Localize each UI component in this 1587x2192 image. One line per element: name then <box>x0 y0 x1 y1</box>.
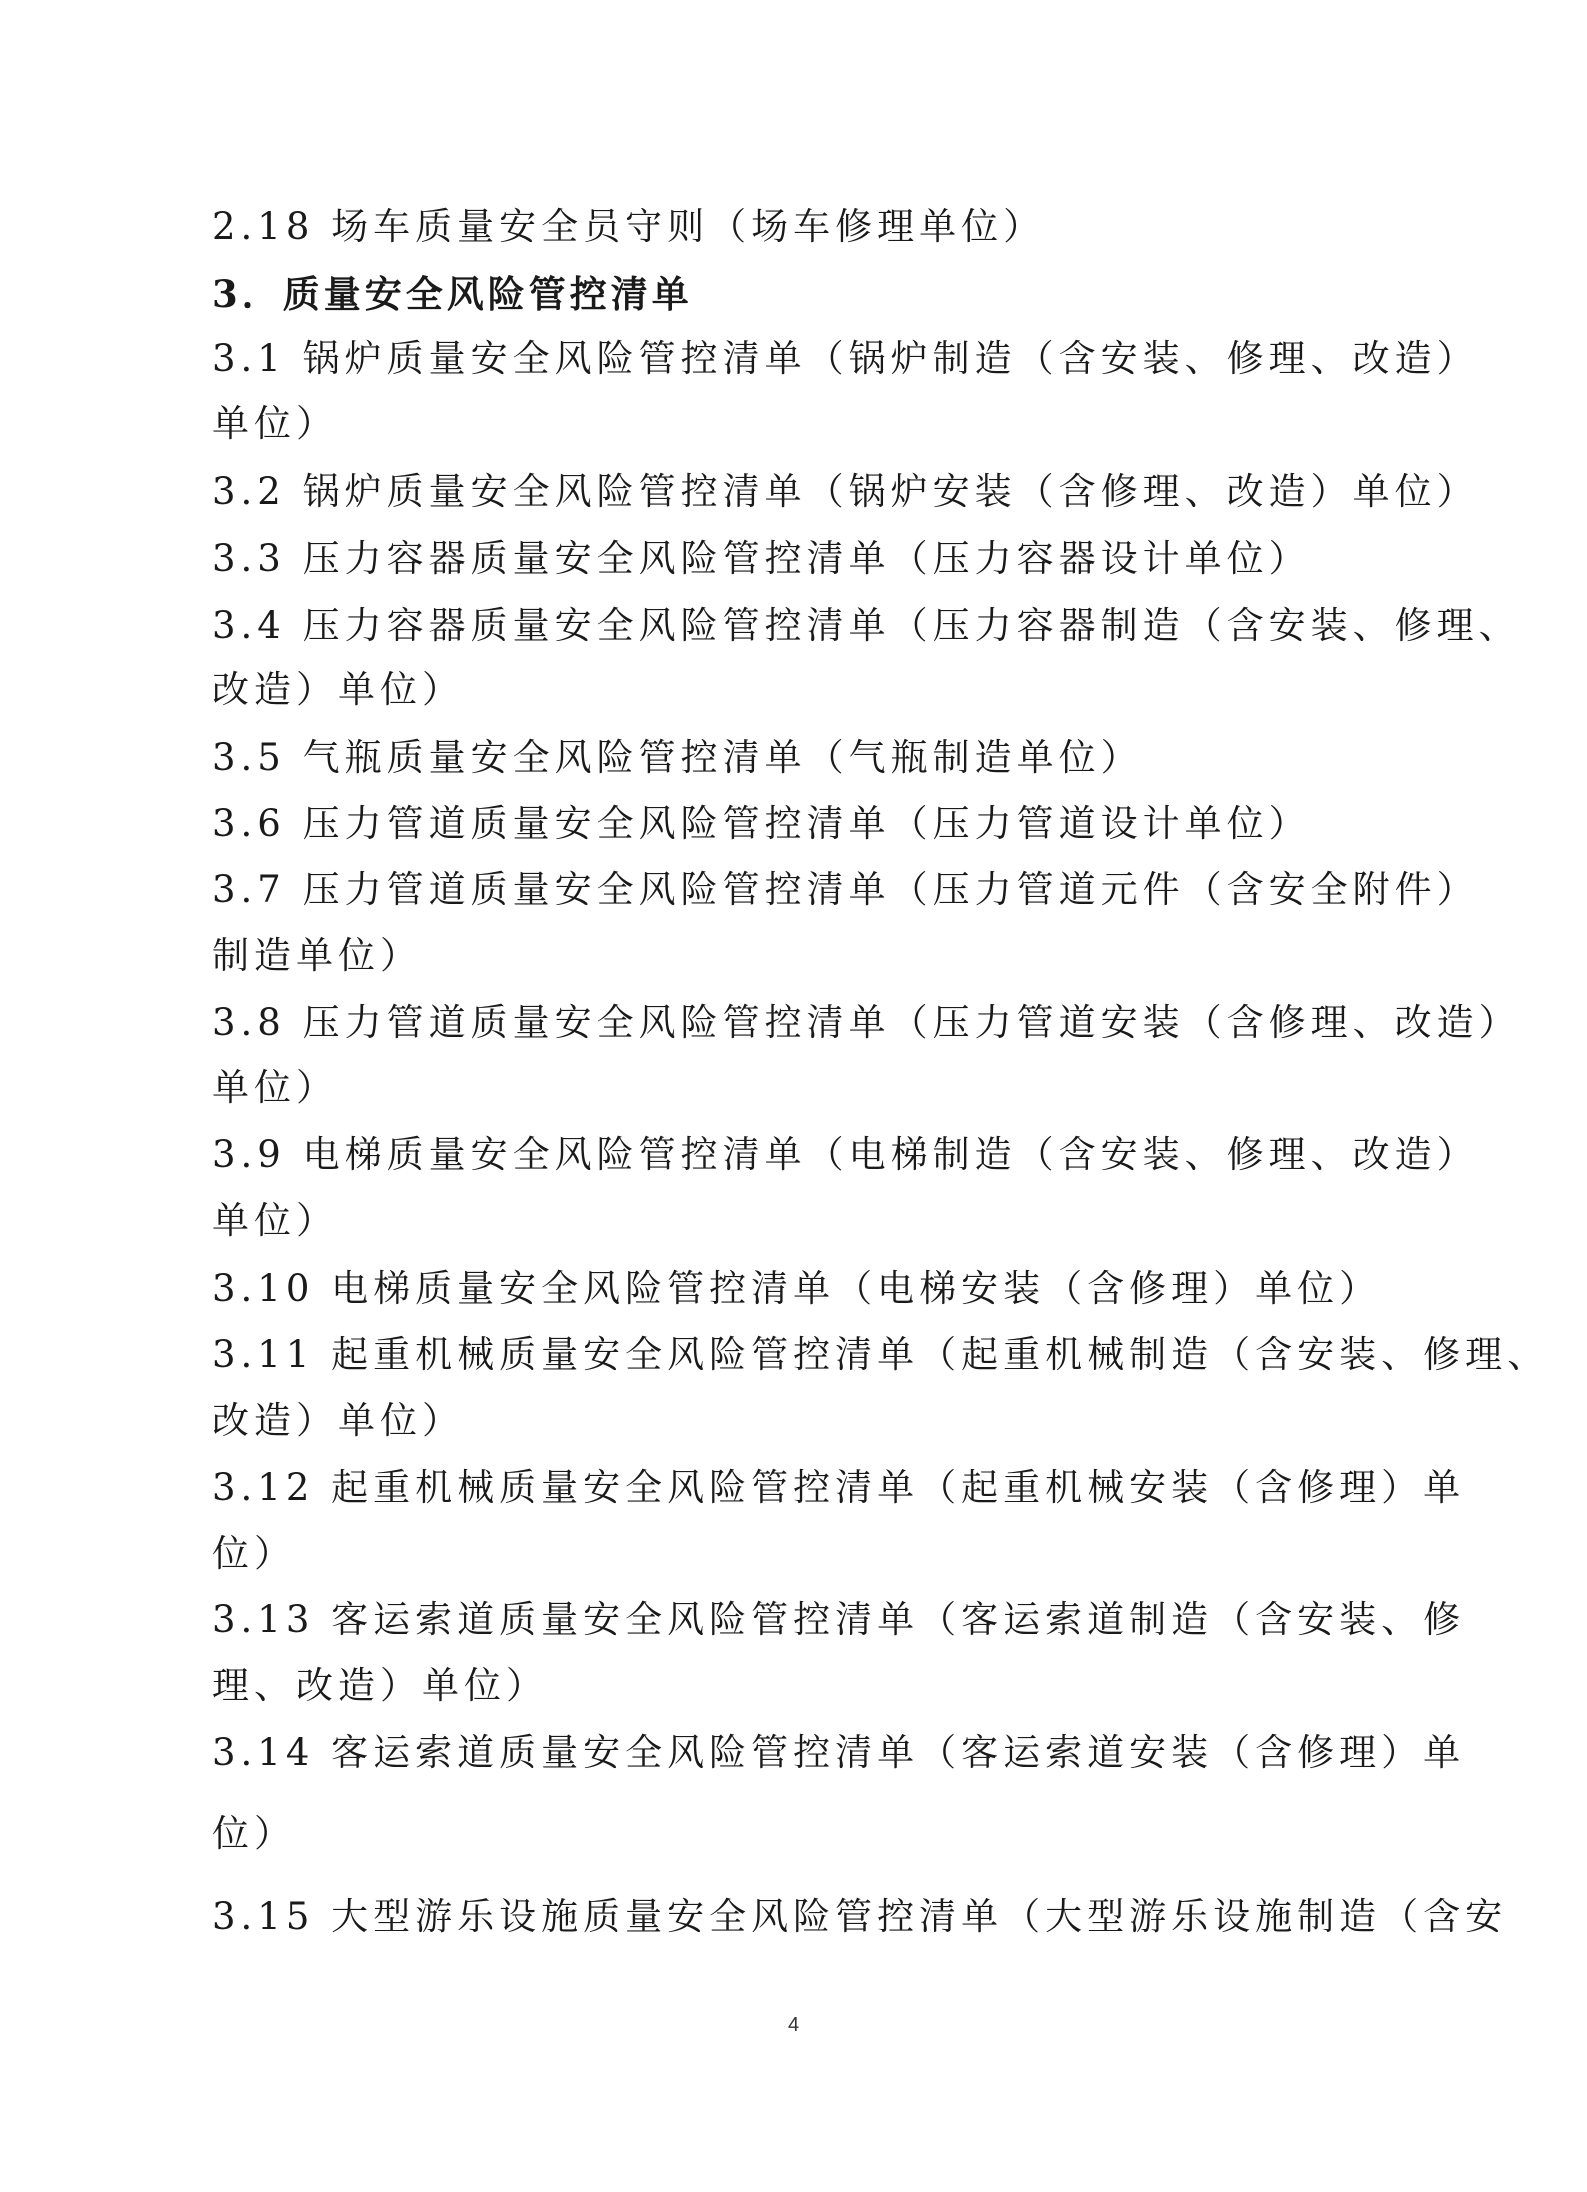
toc-line-3-9-cont: 单位） <box>212 1199 338 1242</box>
toc-line-3-8: 3.8 压力管道质量安全风险管控清单（压力管道安装（含修理、改造） <box>212 1001 1521 1044</box>
toc-line-3-12-cont: 位） <box>212 1532 296 1575</box>
toc-line-2-18: 2.18 场车质量安全员守则（场车修理单位） <box>212 205 1046 248</box>
toc-line-3-13-cont: 理、改造）单位） <box>212 1664 548 1707</box>
toc-line-3-15: 3.15 大型游乐设施质量安全风险管控清单（大型游乐设施制造（含安 <box>212 1895 1508 1938</box>
toc-line-3-8-cont: 单位） <box>212 1066 338 1109</box>
toc-line-3-1-cont: 单位） <box>212 402 338 445</box>
toc-line-3-3: 3.3 压力容器质量安全风险管控清单（压力容器设计单位） <box>212 537 1311 580</box>
toc-line-3-7: 3.7 压力管道质量安全风险管控清单（压力管道元件（含安全附件） <box>212 868 1479 911</box>
toc-line-3-14-cont: 位） <box>212 1812 296 1855</box>
toc-line-3-4-cont: 改造）单位） <box>212 668 464 711</box>
toc-line-3-9: 3.9 电梯质量安全风险管控清单（电梯制造（含安装、修理、改造） <box>212 1133 1479 1176</box>
toc-line-3-11-cont: 改造）单位） <box>212 1399 464 1442</box>
toc-line-3-11: 3.11 起重机械质量安全风险管控清单（起重机械制造（含安装、修理、 <box>212 1333 1550 1376</box>
toc-line-3-5: 3.5 气瓶质量安全风险管控清单（气瓶制造单位） <box>212 736 1143 779</box>
toc-line-3-6: 3.6 压力管道质量安全风险管控清单（压力管道设计单位） <box>212 802 1311 845</box>
toc-line-3-4: 3.4 压力容器质量安全风险管控清单（压力容器制造（含安装、修理、 <box>212 604 1521 647</box>
toc-line-3-7-cont: 制造单位） <box>212 934 422 977</box>
toc-line-3-1: 3.1 锅炉质量安全风险管控清单（锅炉制造（含安装、修理、改造） <box>212 337 1479 380</box>
toc-line-3-12: 3.12 起重机械质量安全风险管控清单（起重机械安装（含修理）单 <box>212 1466 1466 1509</box>
toc-line-3-14: 3.14 客运索道质量安全风险管控清单（客运索道安装（含修理）单 <box>212 1731 1466 1774</box>
toc-line-3-13: 3.13 客运索道质量安全风险管控清单（客运索道制造（含安装、修 <box>212 1598 1466 1641</box>
toc-line-3-10: 3.10 电梯质量安全风险管控清单（电梯安装（含修理）单位） <box>212 1267 1382 1310</box>
page-number: 4 <box>787 2014 800 2036</box>
toc-line-3-2: 3.2 锅炉质量安全风险管控清单（锅炉安装（含修理、改造）单位） <box>212 470 1479 513</box>
section-heading-3: 3．质量安全风险管控清单 <box>212 272 693 316</box>
